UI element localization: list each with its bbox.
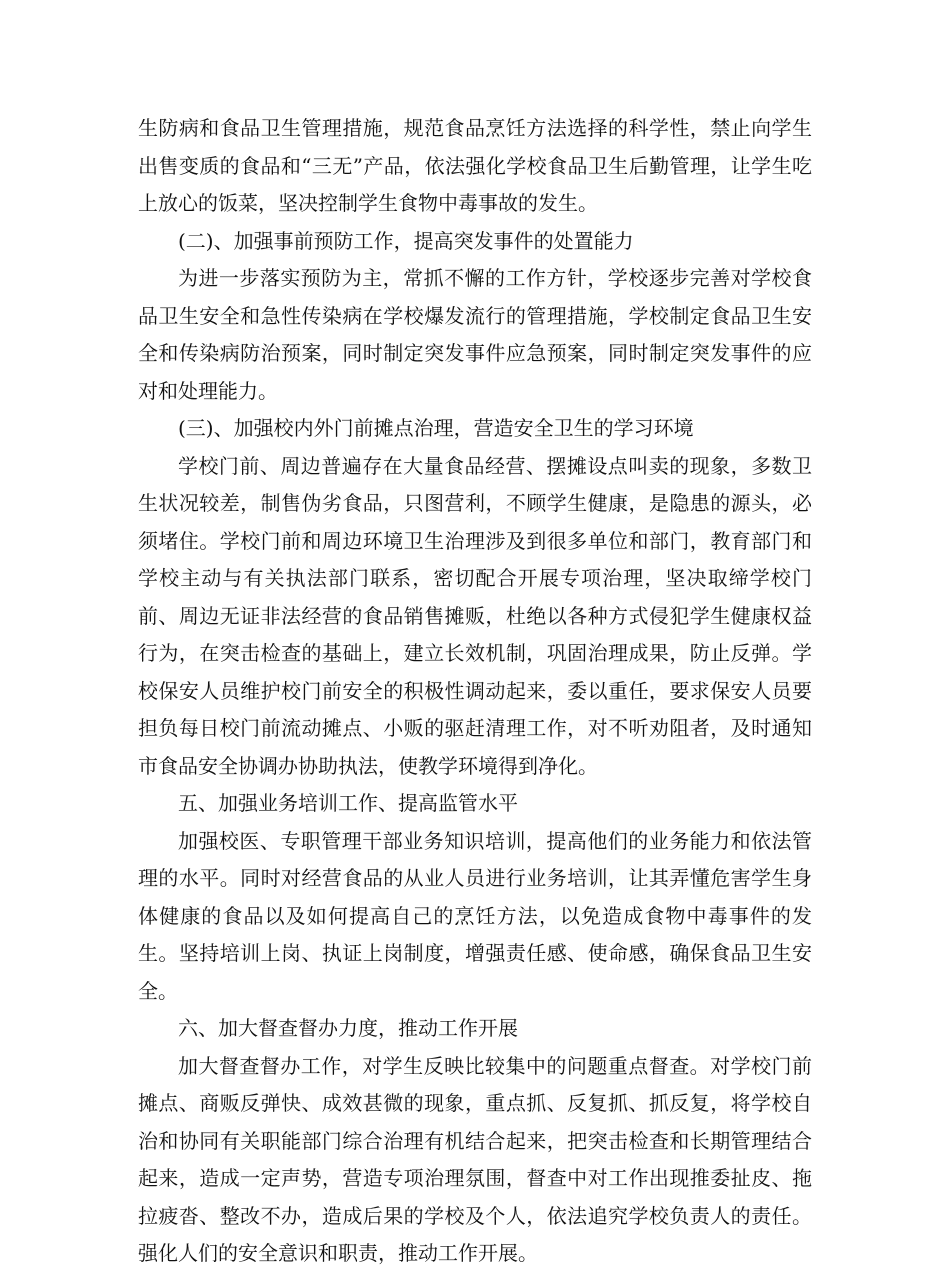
body-paragraph-5: 加强校医、专职管理干部业务知识培训，提高他们的业务能力和依法管理的水平。同时对经营食品的从业人员进行业务培训，让其弄懂危害学生身体健康的食品以及如何提高自己的烹饪方法，以免造成食物中毒事件的发生。坚持培训上岗、执证上岗制度，增强责任感、使命感，确保食品卫生安全。 [138,828,812,1003]
section-heading-3: (三)、加强校内外门前摊点治理，营造安全卫生的学习环境 [178,416,694,440]
section-heading-2: (二)、加强事前预防工作，提高突发事件的处置能力 [178,228,634,253]
section-heading-6: 六、加大督查督办力度，推动工作开展 [178,1016,518,1040]
body-paragraph-6: 加大督查督办工作，对学生反映比较集中的问题重点督查。对学校门前摊点、商贩反弹快、成效甚微的现象，重点抓、反复抓、抓反复，将学校自治和协同有关职能部门综合治理有机结合起来，把突击检查和长期管理结合起来，造成一定声势，营造专项治理氛围，督查中对工作出现推委扯皮、拖拉疲沓、整改不办，造成后果的学校及个人，依法追究学校负责人的责任。强化人们的安全意识和职责，推动工作开展。 [138,1053,812,1265]
body-paragraph-2: 为进一步落实预防为主，常抓不懈的工作方针，学校逐步完善对学校食品卫生安全和急性传染病在学校爆发流行的管理措施，学校制定食品卫生安全和传染病防治预案，同时制定突发事件应急预案，同时制定突发事件的应对和处理能力。 [138,266,812,403]
section-heading-5: 五、加强业务培训工作、提高监管水平 [178,791,518,815]
body-paragraph-3: 学校门前、周边普遍存在大量食品经营、摆摊设点叫卖的现象，多数卫生状况较差，制售伪劣食品，只图营利，不顾学生健康，是隐患的源头，必须堵住。学校门前和周边环境卫生治理涉及到很多单位和部门，教育部门和学校主动与有关执法部门联系，密切配合开展专项治理，坚决取缔学校门前、周边无证非法经营的食品销售摊贩，杜绝以各种方式侵犯学生健康权益行为，在突击检查的基础上，建立长效机制，巩固治理成果，防止反弹。学校保安人员维护校门前安全的积极性调动起来，委以重任，要求保安人员要担负每日校门前流动摊点、小贩的驱赶清理工作，对不听劝阻者，及时通知市食品安全协调办协助执法，使教学环境得到净化。 [138,453,812,778]
body-paragraph-1: 生防病和食品卫生管理措施，规范食品烹饪方法选择的科学性，禁止向学生出售变质的食品和“三无”产品，依法强化学校食品卫生后勤管理，让学生吃上放心的饭菜，坚决控制学生食物中毒事故的发生。 [138,116,812,215]
